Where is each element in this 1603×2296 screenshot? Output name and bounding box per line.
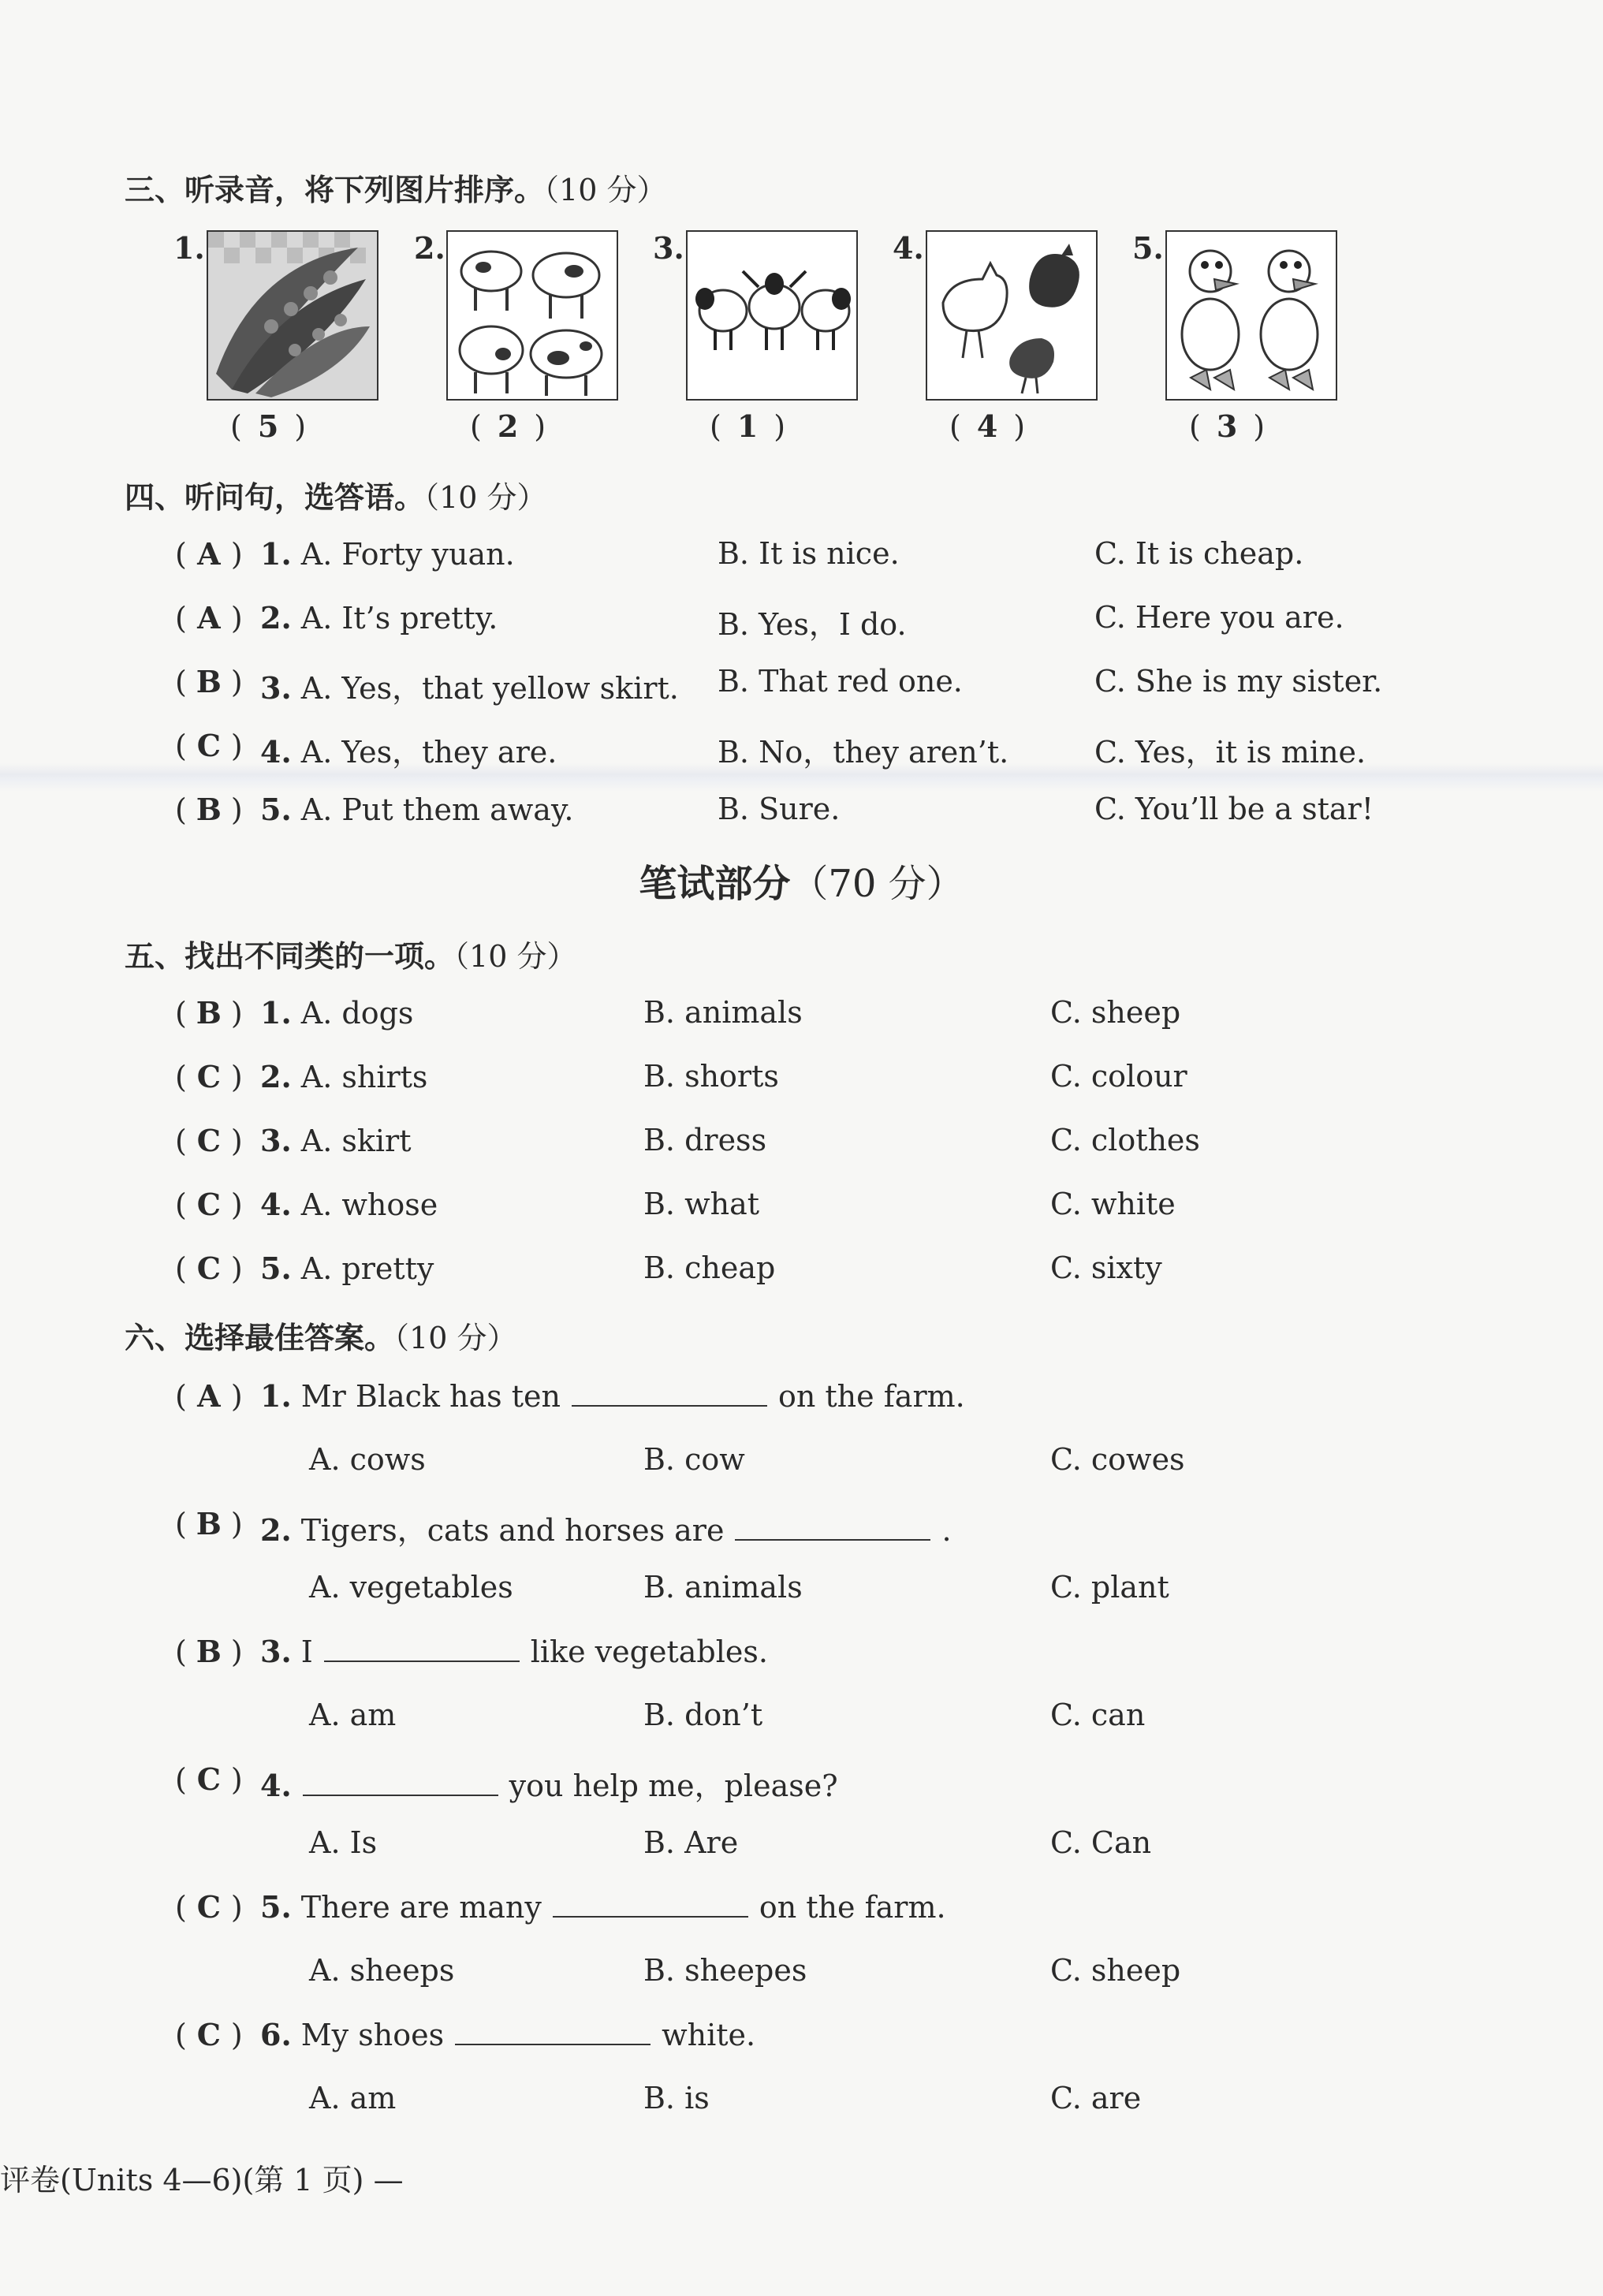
written-part-title: 笔试部分（70 分）	[639, 862, 964, 906]
section4-heading: 四、听问句，选答语。（10 分）	[125, 480, 547, 515]
option-b: B. It is nice.	[718, 536, 900, 571]
answer-box: ( B )	[175, 1634, 243, 1669]
pic-answer-3: ( 1 )	[710, 408, 786, 444]
question-text: 2. A. It’s pretty.	[260, 600, 498, 636]
listening-question-3	[0, 664, 1603, 711]
question-text: 3. A. Yes，that yellow skirt.	[260, 670, 679, 706]
option-a: A. sheeps	[309, 1953, 455, 1988]
answer-box: ( C )	[175, 1187, 243, 1222]
option-c: C. Can	[1050, 1825, 1152, 1860]
question-text: 2. A. shirts	[260, 1059, 428, 1094]
section6-heading: 六、选择最佳答案。（10 分）	[125, 1321, 517, 1355]
option-b: B. Yes，I do.	[718, 607, 907, 642]
answer-box: ( A )	[175, 600, 243, 636]
answer-box: ( C )	[175, 728, 243, 763]
option-b: B. shorts	[643, 1059, 779, 1094]
option-b: B. sheepes	[643, 1953, 807, 1988]
odd-one-out-4	[0, 1187, 1603, 1234]
option-c: C. white	[1050, 1187, 1176, 1221]
choice-options-4	[0, 1825, 1603, 1873]
option-c: C. It is cheap.	[1094, 536, 1304, 571]
fill-blank[interactable]	[303, 1768, 498, 1796]
option-b: B. cow	[643, 1442, 745, 1477]
pic-number-4: 4.	[893, 230, 924, 266]
option-c: C. are	[1050, 2081, 1142, 2115]
ducks-icon	[1165, 230, 1337, 401]
option-c: C. plant	[1050, 1570, 1169, 1605]
choice-options-6	[0, 2081, 1603, 2128]
option-c: C. You’ll be a star!	[1094, 792, 1374, 826]
odd-one-out-1	[0, 995, 1603, 1042]
question-text: 6. My shoes white.	[260, 2017, 756, 2052]
option-b: B. don’t	[643, 1698, 763, 1732]
choice-question-3	[0, 1634, 1603, 1681]
option-b: B. animals	[643, 995, 803, 1030]
option-b: B. what	[643, 1187, 760, 1221]
option-b: B. Are	[643, 1825, 739, 1860]
question-text: 3. I like vegetables.	[260, 1634, 768, 1669]
answer-box: ( A )	[175, 1378, 243, 1414]
option-a: A. vegetables	[309, 1570, 513, 1605]
fill-blank[interactable]	[572, 1378, 767, 1407]
option-a: A. am	[309, 1698, 397, 1732]
pic-answer-5: ( 3 )	[1189, 408, 1266, 444]
option-c: C. She is my sister.	[1094, 664, 1383, 699]
question-text: 3. A. skirt	[260, 1123, 412, 1158]
choice-options-3	[0, 1698, 1603, 1745]
answer-box: ( C )	[175, 1059, 243, 1094]
option-b: B. cheap	[643, 1250, 776, 1285]
option-c: C. cowes	[1050, 1442, 1185, 1477]
question-text: 5. A. Put them away.	[260, 792, 574, 827]
option-c: C. can	[1050, 1698, 1146, 1732]
fill-blank[interactable]	[553, 1889, 748, 1918]
answer-box: ( A )	[175, 536, 243, 572]
question-text: 1. A. Forty yuan.	[260, 536, 515, 572]
option-c: C. sheep	[1050, 1953, 1181, 1988]
choice-question-1	[0, 1378, 1603, 1426]
pic-number-3: 3.	[653, 230, 684, 266]
option-a: A. cows	[309, 1442, 426, 1477]
option-b: B. is	[643, 2081, 710, 2115]
pic-answer-4: ( 4 )	[949, 408, 1026, 444]
option-c: C. sheep	[1050, 995, 1181, 1030]
answer-box: ( C )	[175, 1761, 243, 1797]
option-b: B. No，they aren’t.	[718, 735, 1009, 770]
question-text: 4. you help me，please?	[260, 1768, 838, 1803]
answer-box: ( C )	[175, 2017, 243, 2052]
pic-answer-2: ( 2 )	[470, 408, 546, 444]
listening-question-4	[0, 728, 1603, 775]
choice-question-2	[0, 1506, 1603, 1553]
answer-box: ( B )	[175, 995, 243, 1031]
option-b: B. dress	[643, 1123, 767, 1157]
odd-one-out-2	[0, 1059, 1603, 1106]
answer-box: ( B )	[175, 792, 243, 827]
pic-number-1: 1.	[173, 230, 205, 266]
fill-blank[interactable]	[735, 1512, 930, 1541]
question-text: 1. Mr Black has ten on the farm.	[260, 1378, 965, 1414]
option-c: C. colour	[1050, 1059, 1187, 1094]
odd-one-out-3	[0, 1123, 1603, 1170]
option-c: C. Yes，it is mine.	[1094, 735, 1366, 770]
pea-pods-icon	[207, 230, 378, 401]
sheep-icon	[686, 230, 858, 401]
question-text: 4. A. whose	[260, 1187, 438, 1222]
fill-blank[interactable]	[324, 1634, 520, 1662]
choice-options-2	[0, 1570, 1603, 1617]
listening-question-1	[0, 536, 1603, 583]
question-text: 1. A. dogs	[260, 995, 414, 1031]
question-text: 5. A. pretty	[260, 1250, 434, 1286]
question-text: 5. There are many on the farm.	[260, 1889, 946, 1925]
section3-heading: 三、听录音，将下列图片排序。（10 分）	[125, 173, 667, 207]
choice-options-1	[0, 1442, 1603, 1489]
pic-answer-1: ( 5 )	[230, 408, 307, 444]
choice-question-5	[0, 1889, 1603, 1936]
answer-box: ( B )	[175, 664, 243, 699]
option-c: C. Here you are.	[1094, 600, 1344, 635]
listening-question-2	[0, 600, 1603, 647]
choice-options-5	[0, 1953, 1603, 2000]
hens-icon	[926, 230, 1098, 401]
pic-number-2: 2.	[414, 230, 445, 266]
listening-question-5	[0, 792, 1603, 839]
cows-icon	[446, 230, 618, 401]
option-c: C. clothes	[1050, 1123, 1200, 1157]
option-b: B. That red one.	[718, 664, 963, 699]
fill-blank[interactable]	[455, 2017, 651, 2045]
question-text: 4. A. Yes，they are.	[260, 734, 557, 770]
section5-heading: 五、找出不同类的一项。（10 分）	[125, 939, 577, 974]
option-b: B. animals	[643, 1570, 803, 1605]
option-b: B. Sure.	[718, 792, 841, 826]
option-c: C. sixty	[1050, 1250, 1162, 1285]
page-footer: 评卷(Units 4—6)(第 1 页) —	[0, 2163, 404, 2197]
option-a: A. am	[309, 2081, 397, 2115]
answer-box: ( C )	[175, 1889, 243, 1925]
answer-box: ( C )	[175, 1123, 243, 1158]
odd-one-out-5	[0, 1250, 1603, 1298]
question-text: 2. Tigers，cats and horses are .	[260, 1512, 952, 1548]
answer-box: ( C )	[175, 1250, 243, 1286]
choice-question-6	[0, 2017, 1603, 2064]
pic-number-5: 5.	[1132, 230, 1164, 266]
option-a: A. Is	[309, 1825, 378, 1860]
choice-question-4	[0, 1761, 1603, 1809]
answer-box: ( B )	[175, 1506, 243, 1541]
